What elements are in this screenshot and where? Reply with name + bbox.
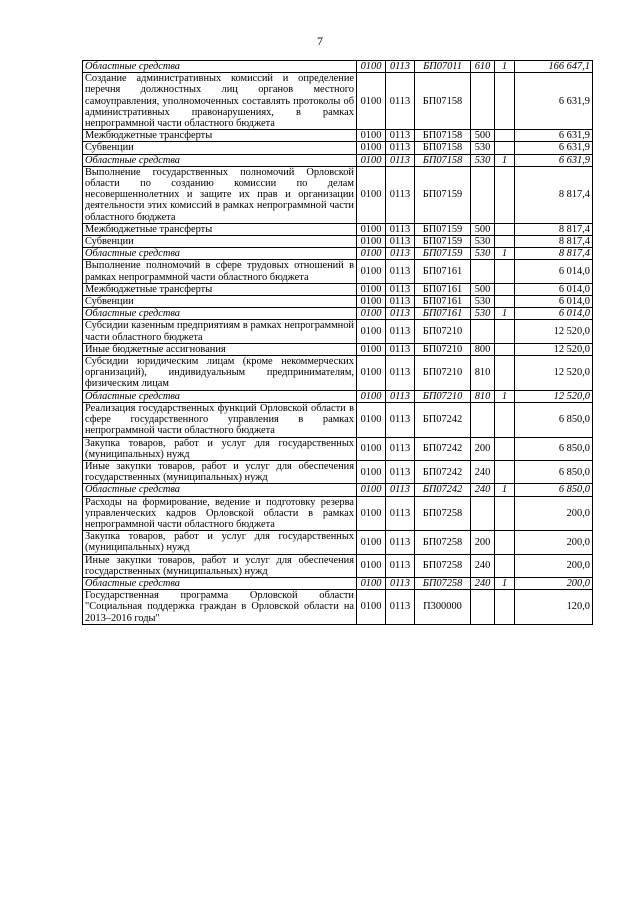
target-article-code: БП07158: [415, 73, 471, 130]
expense-type-code: 500: [471, 223, 495, 235]
table-row: [83, 437, 593, 460]
amount: 12 520,0: [515, 390, 593, 402]
row-description: Выполнение полномочий в сфере трудовых отношений в рамках непрограммной части областного бюджета: [83, 260, 357, 283]
section-code: 0100: [357, 223, 386, 235]
table-row: [83, 154, 593, 166]
funding-source-code: 1: [495, 61, 515, 73]
row-description: Межбюджетные трансферты: [83, 283, 357, 295]
row-description: Закупка товаров, работ и услуг для государственных (муниципальных) нужд: [83, 437, 357, 460]
amount: 12 520,0: [515, 320, 593, 343]
table-row: [83, 223, 593, 235]
subsection-code: 0113: [386, 356, 415, 391]
table-row: [83, 73, 593, 130]
table-row: [83, 260, 593, 283]
section-code: 0100: [357, 356, 386, 391]
table-row: [83, 236, 593, 248]
expense-type-code: 530: [471, 154, 495, 166]
row-description: Иные закупки товаров, работ и услуг для обеспечения государственных (муниципальных) нужд: [83, 554, 357, 577]
amount: 120,0: [515, 590, 593, 625]
amount: 6 014,0: [515, 308, 593, 320]
budget-table-body: [83, 61, 593, 625]
amount: 12 520,0: [515, 343, 593, 355]
funding-source-code: [495, 531, 515, 554]
section-code: 0100: [357, 166, 386, 223]
section-code: 0100: [357, 61, 386, 73]
budget-table: [82, 60, 593, 625]
row-description: Закупка товаров, работ и услуг для государственных (муниципальных) нужд: [83, 531, 357, 554]
funding-source-code: 1: [495, 390, 515, 402]
section-code: 0100: [357, 248, 386, 260]
target-article-code: БП07158: [415, 142, 471, 154]
funding-source-code: [495, 402, 515, 437]
expense-type-code: 200: [471, 531, 495, 554]
target-article-code: БП07161: [415, 260, 471, 283]
expense-type-code: 810: [471, 390, 495, 402]
amount: 6 850,0: [515, 460, 593, 483]
expense-type-code: 240: [471, 484, 495, 496]
expense-type-code: 240: [471, 554, 495, 577]
funding-source-code: [495, 142, 515, 154]
target-article-code: БП07242: [415, 402, 471, 437]
subsection-code: 0113: [386, 320, 415, 343]
section-code: 0100: [357, 390, 386, 402]
row-description: Областные средства: [83, 61, 357, 73]
expense-type-code: [471, 166, 495, 223]
funding-source-code: 1: [495, 484, 515, 496]
row-description: Государственная программа Орловской области "Социальная поддержка граждан в Орловской области на 2013–2016 годы": [83, 590, 357, 625]
funding-source-code: 1: [495, 248, 515, 260]
funding-source-code: [495, 166, 515, 223]
section-code: 0100: [357, 577, 386, 589]
amount: 6 850,0: [515, 437, 593, 460]
target-article-code: БП07158: [415, 130, 471, 142]
section-code: 0100: [357, 460, 386, 483]
funding-source-code: [495, 320, 515, 343]
row-description: Создание административных комиссий и определение перечня должностных лиц органов местного самоуправления, уполномоченных составлять протоколы об административных правонарушениях, в рамках непрограммной части областного бюджета: [83, 73, 357, 130]
section-code: 0100: [357, 130, 386, 142]
target-article-code: БП07258: [415, 496, 471, 531]
section-code: 0100: [357, 283, 386, 295]
row-description: Межбюджетные трансферты: [83, 130, 357, 142]
row-description: Областные средства: [83, 154, 357, 166]
funding-source-code: [495, 437, 515, 460]
amount: 8 817,4: [515, 223, 593, 235]
amount: 6 014,0: [515, 260, 593, 283]
subsection-code: 0113: [386, 484, 415, 496]
expense-type-code: 530: [471, 296, 495, 308]
section-code: 0100: [357, 308, 386, 320]
funding-source-code: [495, 283, 515, 295]
table-row: [83, 130, 593, 142]
subsection-code: 0113: [386, 577, 415, 589]
funding-source-code: 1: [495, 577, 515, 589]
section-code: 0100: [357, 437, 386, 460]
funding-source-code: [495, 460, 515, 483]
expense-type-code: [471, 320, 495, 343]
subsection-code: 0113: [386, 283, 415, 295]
target-article-code: БП07210: [415, 320, 471, 343]
expense-type-code: 530: [471, 236, 495, 248]
amount: 200,0: [515, 531, 593, 554]
target-article-code: БП07210: [415, 343, 471, 355]
row-description: Областные средства: [83, 577, 357, 589]
expense-type-code: 530: [471, 248, 495, 260]
expense-type-code: 240: [471, 460, 495, 483]
expense-type-code: [471, 402, 495, 437]
table-row: [83, 590, 593, 625]
table-row: [83, 402, 593, 437]
table-row: [83, 356, 593, 391]
page-number: 7: [317, 34, 323, 48]
section-code: 0100: [357, 296, 386, 308]
row-description: Субсидии юридическим лицам (кроме некоммерческих организаций), индивидуальным предпринимателям, физическим лицам: [83, 356, 357, 391]
table-row: [83, 320, 593, 343]
target-article-code: БП07258: [415, 577, 471, 589]
row-description: Субвенции: [83, 236, 357, 248]
funding-source-code: [495, 554, 515, 577]
target-article-code: БП07161: [415, 283, 471, 295]
amount: 12 520,0: [515, 356, 593, 391]
target-article-code: БП07258: [415, 531, 471, 554]
target-article-code: БП07161: [415, 308, 471, 320]
section-code: 0100: [357, 590, 386, 625]
table-row: [83, 308, 593, 320]
funding-source-code: [495, 73, 515, 130]
table-row: [83, 248, 593, 260]
amount: 6 631,9: [515, 154, 593, 166]
subsection-code: 0113: [386, 296, 415, 308]
table-row: [83, 390, 593, 402]
subsection-code: 0113: [386, 460, 415, 483]
target-article-code: БП07158: [415, 154, 471, 166]
expense-type-code: 530: [471, 142, 495, 154]
funding-source-code: [495, 356, 515, 391]
target-article-code: П300000: [415, 590, 471, 625]
expense-type-code: 810: [471, 356, 495, 391]
funding-source-code: [495, 236, 515, 248]
table-row: [83, 577, 593, 589]
funding-source-code: [495, 496, 515, 531]
subsection-code: 0113: [386, 402, 415, 437]
row-description: Реализация государственных функций Орловской области в сфере государственного управления в рамках непрограммной части областного бюджета: [83, 402, 357, 437]
expense-type-code: 200: [471, 437, 495, 460]
expense-type-code: 800: [471, 343, 495, 355]
section-code: 0100: [357, 142, 386, 154]
amount: 6 850,0: [515, 484, 593, 496]
table-row: [83, 283, 593, 295]
amount: 200,0: [515, 554, 593, 577]
subsection-code: 0113: [386, 531, 415, 554]
target-article-code: БП07011: [415, 61, 471, 73]
funding-source-code: 1: [495, 154, 515, 166]
subsection-code: 0113: [386, 437, 415, 460]
row-description: Областные средства: [83, 484, 357, 496]
funding-source-code: 1: [495, 308, 515, 320]
row-description: Выполнение государственных полномочий Орловской области по созданию комиссии по делам несовершеннолетних и защите их прав и организации деятельности этих комиссий в рамках непрограммной части областного бюджета: [83, 166, 357, 223]
expense-type-code: 530: [471, 308, 495, 320]
expense-type-code: 500: [471, 130, 495, 142]
subsection-code: 0113: [386, 260, 415, 283]
section-code: 0100: [357, 154, 386, 166]
target-article-code: БП07159: [415, 236, 471, 248]
amount: 166 647,1: [515, 61, 593, 73]
expense-type-code: 500: [471, 283, 495, 295]
amount: 6 631,9: [515, 142, 593, 154]
table-row: [83, 142, 593, 154]
table-row: [83, 61, 593, 73]
section-code: 0100: [357, 260, 386, 283]
amount: 8 817,4: [515, 166, 593, 223]
row-description: Субвенции: [83, 296, 357, 308]
row-description: Межбюджетные трансферты: [83, 223, 357, 235]
section-code: 0100: [357, 531, 386, 554]
expense-type-code: [471, 73, 495, 130]
subsection-code: 0113: [386, 390, 415, 402]
target-article-code: БП07210: [415, 356, 471, 391]
subsection-code: 0113: [386, 166, 415, 223]
target-article-code: БП07258: [415, 554, 471, 577]
amount: 6 631,9: [515, 130, 593, 142]
section-code: 0100: [357, 320, 386, 343]
subsection-code: 0113: [386, 554, 415, 577]
section-code: 0100: [357, 484, 386, 496]
funding-source-code: [495, 130, 515, 142]
table-row: [83, 166, 593, 223]
section-code: 0100: [357, 554, 386, 577]
subsection-code: 0113: [386, 154, 415, 166]
target-article-code: БП07161: [415, 296, 471, 308]
target-article-code: БП07159: [415, 223, 471, 235]
row-description: Расходы на формирование, ведение и подготовку резерва управленческих кадров Орловской области в рамках непрограммной части областного бюджета: [83, 496, 357, 531]
table-row: [83, 484, 593, 496]
target-article-code: БП07159: [415, 166, 471, 223]
amount: 6 850,0: [515, 402, 593, 437]
target-article-code: БП07242: [415, 437, 471, 460]
amount: 6 014,0: [515, 283, 593, 295]
table-row: [83, 554, 593, 577]
target-article-code: БП07242: [415, 484, 471, 496]
amount: 6 014,0: [515, 296, 593, 308]
subsection-code: 0113: [386, 73, 415, 130]
funding-source-code: [495, 223, 515, 235]
funding-source-code: [495, 343, 515, 355]
section-code: 0100: [357, 343, 386, 355]
expense-type-code: [471, 260, 495, 283]
row-description: Иные бюджетные ассигнования: [83, 343, 357, 355]
table-row: [83, 296, 593, 308]
amount: 8 817,4: [515, 248, 593, 260]
subsection-code: 0113: [386, 61, 415, 73]
table-row: [83, 343, 593, 355]
expense-type-code: 610: [471, 61, 495, 73]
row-description: Областные средства: [83, 248, 357, 260]
funding-source-code: [495, 260, 515, 283]
table-row: [83, 496, 593, 531]
target-article-code: БП07210: [415, 390, 471, 402]
amount: 200,0: [515, 577, 593, 589]
row-description: Областные средства: [83, 390, 357, 402]
target-article-code: БП07242: [415, 460, 471, 483]
expense-type-code: [471, 590, 495, 625]
target-article-code: БП07159: [415, 248, 471, 260]
subsection-code: 0113: [386, 496, 415, 531]
subsection-code: 0113: [386, 223, 415, 235]
expense-type-code: 240: [471, 577, 495, 589]
subsection-code: 0113: [386, 590, 415, 625]
subsection-code: 0113: [386, 308, 415, 320]
subsection-code: 0113: [386, 343, 415, 355]
table-row: [83, 460, 593, 483]
row-description: Иные закупки товаров, работ и услуг для обеспечения государственных (муниципальных) нужд: [83, 460, 357, 483]
row-description: Субвенции: [83, 142, 357, 154]
subsection-code: 0113: [386, 142, 415, 154]
subsection-code: 0113: [386, 248, 415, 260]
row-description: Областные средства: [83, 308, 357, 320]
subsection-code: 0113: [386, 130, 415, 142]
subsection-code: 0113: [386, 236, 415, 248]
section-code: 0100: [357, 73, 386, 130]
expense-type-code: [471, 496, 495, 531]
table-row: [83, 531, 593, 554]
section-code: 0100: [357, 496, 386, 531]
amount: 200,0: [515, 496, 593, 531]
section-code: 0100: [357, 402, 386, 437]
funding-source-code: [495, 590, 515, 625]
row-description: Субсидии казенным предприятиям в рамках непрограммной части областного бюджета: [83, 320, 357, 343]
funding-source-code: [495, 296, 515, 308]
amount: 8 817,4: [515, 236, 593, 248]
section-code: 0100: [357, 236, 386, 248]
amount: 6 631,9: [515, 73, 593, 130]
